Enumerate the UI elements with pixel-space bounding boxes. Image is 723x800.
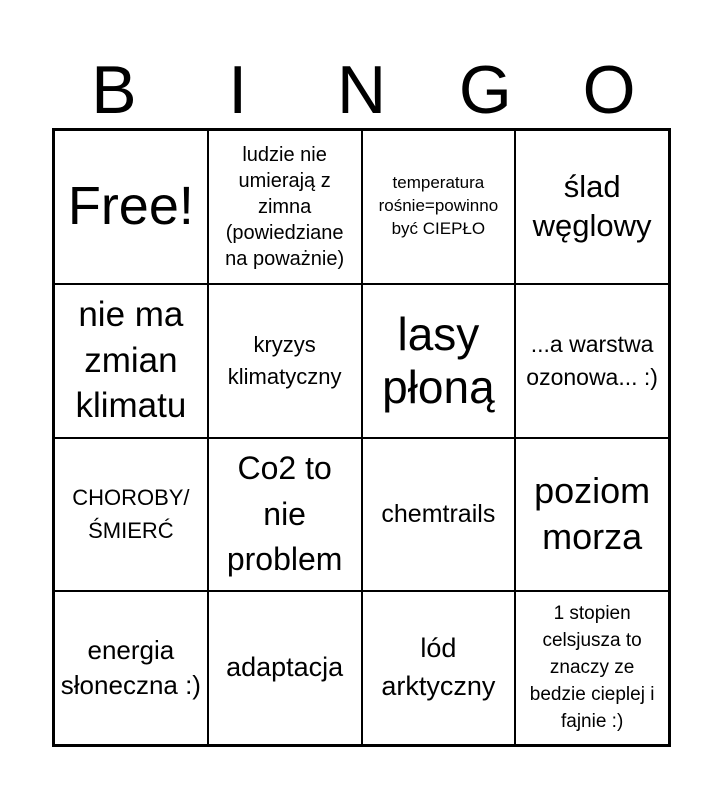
cell-text: energia słoneczna :) bbox=[60, 634, 201, 701]
bingo-cell[interactable] bbox=[208, 130, 362, 284]
bingo-cell[interactable] bbox=[54, 130, 208, 284]
bingo-cell[interactable] bbox=[54, 591, 208, 745]
cell-text: chemtrails bbox=[381, 500, 496, 529]
cell-text: CHOROBY/ ŚMIERĆ bbox=[72, 485, 190, 544]
cell-text: 1 stopien celsjusza to znaczy ze bedzie cieplej i fajnie :) bbox=[529, 602, 655, 732]
cell-text: lasy płoną bbox=[382, 307, 495, 413]
bingo-cell[interactable] bbox=[54, 284, 208, 438]
bingo-grid bbox=[52, 128, 671, 747]
header-letter-i: I bbox=[228, 52, 248, 128]
bingo-cell[interactable] bbox=[362, 284, 516, 438]
bingo-cell[interactable] bbox=[362, 591, 516, 745]
bingo-cell[interactable] bbox=[362, 438, 516, 592]
cell-text: lód arktyczny bbox=[381, 633, 496, 702]
cell-text: poziom morza bbox=[534, 469, 651, 558]
cell-text: Co2 to nie problem bbox=[226, 450, 343, 578]
cell-text: kryzys klimatyczny bbox=[227, 331, 342, 389]
bingo-cell[interactable] bbox=[54, 438, 208, 592]
header-letter-g: G bbox=[458, 52, 512, 128]
bingo-cell[interactable] bbox=[208, 591, 362, 745]
bingo-cell[interactable] bbox=[515, 130, 669, 284]
cell-text: nie ma zmian klimatu bbox=[75, 295, 187, 426]
header-letter-n: N bbox=[336, 52, 387, 128]
cell-text: Free! bbox=[67, 176, 194, 237]
bingo-cell[interactable] bbox=[515, 438, 669, 592]
cell-text: ślad węglowy bbox=[532, 169, 652, 243]
bingo-header bbox=[52, 52, 671, 128]
bingo-cell[interactable] bbox=[208, 438, 362, 592]
cell-text: ...a warstwa ozonowa... :) bbox=[526, 331, 658, 390]
bingo-cell[interactable] bbox=[208, 284, 362, 438]
cell-text: ludzie nie umierają z zimna (powiedziane na poważnie) bbox=[225, 143, 345, 270]
bingo-cell[interactable] bbox=[515, 284, 669, 438]
header-letter-o: O bbox=[582, 52, 636, 128]
bingo-cell[interactable] bbox=[362, 130, 516, 284]
cell-text: adaptacja bbox=[226, 652, 344, 683]
bingo-cell[interactable] bbox=[515, 591, 669, 745]
cell-text: temperatura rośnie=powinno być CIEPŁO bbox=[378, 173, 499, 239]
header-letter-b: B bbox=[91, 52, 137, 128]
